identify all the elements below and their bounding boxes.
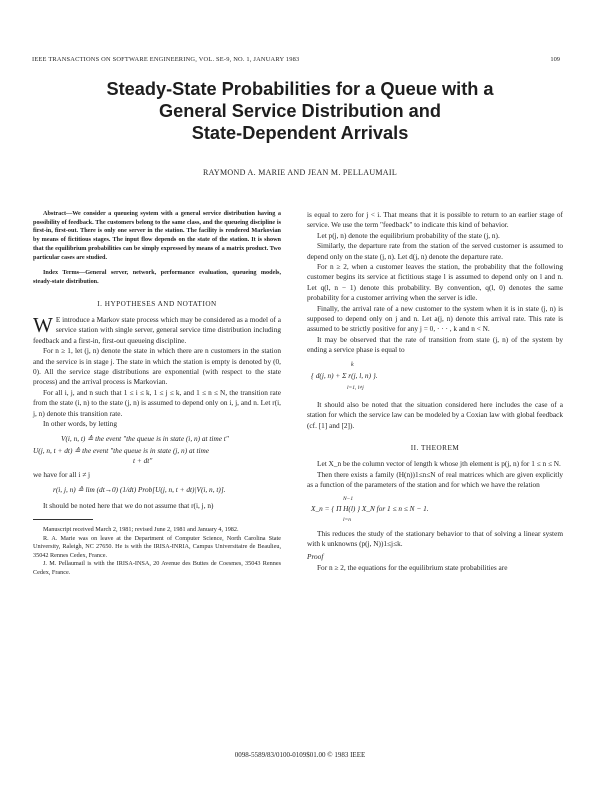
right-paragraph-4: For n ≥ 2, when a customer leaves the station, the probability that the following customer begins its service at fictitious stage l is assumed to depend only on l and n. Let q(l, n − 1) denote this probability. By convention, q(l, 0) denotes the same probability for a customer arriving when the server is idle. — [307, 262, 563, 303]
page-number: 109 — [550, 56, 560, 63]
title-line-3: State-Dependent Arrivals — [191, 123, 409, 143]
product-equation: X_n = { Π H(l) } X_N for 1 ≤ n ≤ N − 1. — [311, 503, 429, 513]
section-heading-1: I. HYPOTHESES AND NOTATION — [97, 299, 217, 308]
left-column — [33, 210, 281, 578]
equation-u-cont: t + dt" — [133, 456, 153, 466]
section1-paragraph-1-text: E introduce a Markov state process which may be considered as a model of a service station with single server, general service time distribution including feedback and a first-in, first-out queueing discipline. — [33, 315, 281, 345]
journal-name: IEEE TRANSACTIONS ON SOFTWARE ENGINEERING, VOL. SE-9, NO. 1, JANUARY 1983 — [32, 56, 300, 63]
equation-v: V(i, n, t) ≙ the event "the queue is in state (i, n) at time t" — [61, 433, 229, 443]
right-paragraph-5: Finally, the arrival rate of a new customer to the system when it is in state (j, n) is supposed to depend only on j and n. Let a(j, n) denote this arrival rate. This rate is assumed to be strictly positive for any j = 0, · · · , k and n < N. — [307, 303, 563, 334]
section1-paragraph-4: In other words, by letting — [43, 419, 117, 429]
equation-u: U(j, n, t + dt) ≙ the event "the queue is in state (j, n) at time — [33, 445, 210, 455]
section1-paragraph-6: It should be noted here that we do not assume that r(i, j, n) — [43, 500, 214, 510]
title-line-1: Steady-State Probabilities for a Queue with a — [106, 79, 494, 99]
index-terms: Index Terms—General server, network, performance evaluation, queueing models, steady-state distribution. — [33, 269, 281, 285]
copyright-footer: 0098-5589/83/0100-0109$01.00 © 1983 IEEE — [234, 751, 366, 759]
section1-paragraph-3: For all i, j, and n such that 1 ≤ i ≤ k, 1 ≤ j ≤ k, and 1 ≤ n ≤ N, the transition rate from the state (i, n) to the state (j, n) is assumed to depend only on i, j, and n. Let r(i, j, n) denote this transition rate. — [33, 387, 281, 418]
right-column — [307, 210, 563, 573]
running-header — [32, 56, 560, 66]
right-paragraph-6: It may be observed that the rate of transition from state (j, n) of the system by ending a service phase is equal to — [307, 334, 563, 355]
right-paragraph-10: This reduces the study of the stationary behavior to that of solving a linear system with k unknowns (p(j, N))1≤j≤k. — [307, 528, 563, 548]
title-line-2: General Service Distribution and — [159, 101, 441, 121]
footnote-rule — [33, 519, 93, 520]
right-paragraph-7: It should also be noted that the situation considered here includes the case of a station for which the service law can be modeled by a Coxian law with global feedback (cf. [1] and [2]). — [307, 399, 563, 430]
right-paragraph-11: For n ≥ 2, the equations for the equilibrium state probabilities are — [317, 562, 508, 572]
footnote-pellaumail: J. M. Pellaumail is with the IRISA-INSA, 20 Avenue des Buttes de Coesmes, 35043 Rennes Cedex, France. — [33, 560, 281, 576]
section1-paragraph-1 — [33, 315, 281, 346]
product-lower-limit: l=n — [343, 516, 351, 523]
section1-paragraph-5: we have for all i ≠ j — [33, 469, 91, 479]
drop-cap: W — [33, 313, 53, 338]
section-heading-2: II. THEOREM — [410, 443, 460, 452]
equation-rate: r(i, j, n) ≙ lim (dt→0) (1/dt) Prob[U(j, n, t + dt)|V(i, n, t)]. — [53, 485, 226, 495]
sum-upper-limit: k — [351, 361, 354, 368]
footnote-marie: R. A. Marie was on leave at the Department of Computer Science, North Carolina State University, Raleigh, NC 27650. He is with the IRISA-INRIA, Campus Universitaire de Beaulieu, 35042 Rennes Cedex, France. — [33, 534, 281, 559]
right-paragraph-9: Then there exists a family (H(n))1≤n≤N of real matrices which are given explicitly as a function of the parameters of the station and for which we have the relation — [307, 469, 563, 490]
paper-title — [40, 78, 560, 144]
right-paragraph-1: is equal to zero for j < i. That means that it is possible to return to an earlier stage of service. We use the term "feedback" to indicate this kind of behavior. — [307, 210, 563, 230]
sum-lower-limit: l=1, l≠j — [347, 384, 364, 391]
right-paragraph-3: Similarly, the departure rate from the station of the served customer is assumed to depend only on the state (j, n). Let d(j, n) denote the departure rate. — [307, 241, 563, 261]
right-paragraph-2: Let p(j, n) denote the equilibrium probability of the state (j, n). — [317, 230, 500, 240]
right-paragraph-8: Let X_n be the column vector of length k whose jth element is p(j, n) for 1 ≤ n ≤ N. — [317, 459, 561, 469]
equation-departure — [307, 360, 563, 396]
equation-product — [307, 494, 563, 526]
departure-equation: { d(j, n) + Σ r(j, l, n) }. — [311, 370, 378, 380]
abstract: Abstract—We consider a queueing system with a general service distribution having a possibility of feedback. The customers belong to the same class, and the queueing discipline is first-in, first-out. There is only one server in the station. The facility is rendered Markovian by means of fictitious stages. The input flow depends on the state of the station. It is shown that the equilibrium probabilities can be simply expressed by means of a matrix product. Two particular cases are studied. — [33, 210, 281, 261]
proof-label: Proof — [307, 552, 324, 562]
author-line: RAYMOND A. MARIE AND JEAN M. PELLAUMAIL — [202, 168, 398, 177]
section1-paragraph-2: For n ≥ 1, let (j, n) denote the state in which there are n customers in the station and the service is in stage j. The state in which the station is empty is denoted by (0, 0). All the service stage distributions are exponential (with respect to the state process) and the arrival process is Markovian. — [33, 346, 281, 387]
footnote-received: Manuscript received March 2, 1981; revised June 2, 1981 and January 4, 1982. — [43, 525, 239, 533]
product-upper-limit: N−1 — [343, 495, 354, 502]
